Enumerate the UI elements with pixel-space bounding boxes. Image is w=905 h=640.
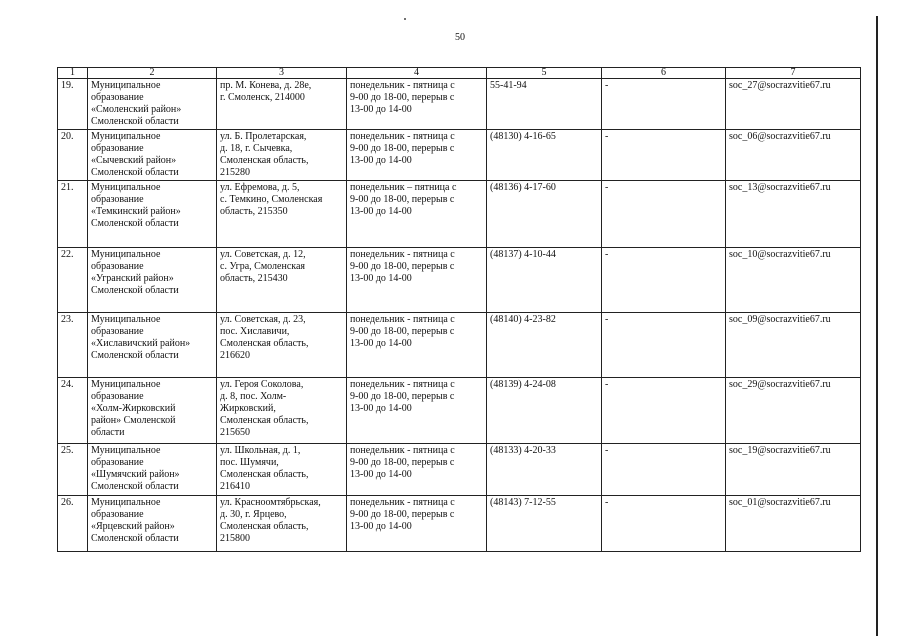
row-number: 20. — [58, 130, 88, 181]
working-hours: понедельник - пятница с 9-00 до 18-00, перерыв с 13-00 до 14-00 — [347, 130, 487, 181]
table-row — [58, 444, 861, 496]
page-edge-line — [876, 16, 878, 636]
scan-speck — [404, 18, 406, 20]
org-name: Муниципальное образование «Угранский район» Смоленской области — [88, 248, 217, 313]
col-header-5: 5 — [487, 68, 602, 79]
row-number: 21. — [58, 181, 88, 248]
address: ул. Ефремова, д. 5, с. Темкино, Смоленская область, 215350 — [217, 181, 347, 248]
phone: (48139) 4-24-08 — [487, 378, 602, 444]
org-name: Муниципальное образование «Хиславичский район» Смоленской области — [88, 313, 217, 378]
email-link[interactable]: soc_13@socrazvitie67.ru — [726, 181, 861, 248]
fax: - — [602, 313, 726, 378]
row-number: 22. — [58, 248, 88, 313]
org-name: Муниципальное образование «Ярцевский район» Смоленской области — [88, 496, 217, 552]
table-row — [58, 248, 861, 313]
phone: (48136) 4-17-60 — [487, 181, 602, 248]
offices-table — [57, 67, 861, 552]
table-row — [58, 79, 861, 130]
email-link[interactable]: soc_29@socrazvitie67.ru — [726, 378, 861, 444]
row-number: 24. — [58, 378, 88, 444]
phone: (48133) 4-20-33 — [487, 444, 602, 496]
col-header-3: 3 — [217, 68, 347, 79]
row-number: 26. — [58, 496, 88, 552]
email-link[interactable]: soc_27@socrazvitie67.ru — [726, 79, 861, 130]
fax: - — [602, 444, 726, 496]
working-hours: понедельник - пятница с 9-00 до 18-00, перерыв с 13-00 до 14-00 — [347, 79, 487, 130]
col-header-1: 1 — [58, 68, 88, 79]
col-header-7: 7 — [726, 68, 861, 79]
phone: (48130) 4-16-65 — [487, 130, 602, 181]
email-link[interactable]: soc_06@socrazvitie67.ru — [726, 130, 861, 181]
fax: - — [602, 248, 726, 313]
table-row — [58, 181, 861, 248]
email-link[interactable]: soc_09@socrazvitie67.ru — [726, 313, 861, 378]
address: ул. Школьная, д. 1, пос. Шумячи, Смоленская область, 216410 — [217, 444, 347, 496]
org-name: Муниципальное образование «Сычевский район» Смоленской области — [88, 130, 217, 181]
address: ул. Советская, д. 12, с. Угра, Смоленская область, 215430 — [217, 248, 347, 313]
org-name: Муниципальное образование «Холм-Жирковский район» Смоленской области — [88, 378, 217, 444]
phone: 55-41-94 — [487, 79, 602, 130]
email-link[interactable]: soc_19@socrazvitie67.ru — [726, 444, 861, 496]
col-header-6: 6 — [602, 68, 726, 79]
col-header-2: 2 — [88, 68, 217, 79]
table-row — [58, 378, 861, 444]
phone: (48137) 4-10-44 — [487, 248, 602, 313]
email-link[interactable]: soc_01@socrazvitie67.ru — [726, 496, 861, 552]
org-name: Муниципальное образование «Шумячский район» Смоленской области — [88, 444, 217, 496]
col-header-4: 4 — [347, 68, 487, 79]
phone: (48140) 4-23-82 — [487, 313, 602, 378]
working-hours: понедельник - пятница с 9-00 до 18-00, перерыв с 13-00 до 14-00 — [347, 444, 487, 496]
fax: - — [602, 79, 726, 130]
email-link[interactable]: soc_10@socrazvitie67.ru — [726, 248, 861, 313]
working-hours: понедельник – пятница с 9-00 до 18-00, перерыв с 13-00 до 14-00 — [347, 181, 487, 248]
row-number: 19. — [58, 79, 88, 130]
org-name: Муниципальное образование «Темкинский район» Смоленской области — [88, 181, 217, 248]
working-hours: понедельник - пятница с 9-00 до 18-00, перерыв с 13-00 до 14-00 — [347, 313, 487, 378]
address: ул. Красноомтябрьская, д. 30, г. Ярцево, Смоленская область, 215800 — [217, 496, 347, 552]
address: ул. Б. Пролетарская, д. 18, г. Сычевка, Смоленская область, 215280 — [217, 130, 347, 181]
fax: - — [602, 130, 726, 181]
working-hours: понедельник - пятница с 9-00 до 18-00, перерыв с 13-00 до 14-00 — [347, 378, 487, 444]
table-row — [58, 496, 861, 552]
fax: - — [602, 378, 726, 444]
address: ул. Героя Соколова, д. 8, пос. Холм- Жирковский, Смоленская область, 215650 — [217, 378, 347, 444]
row-number: 23. — [58, 313, 88, 378]
phone: (48143) 7-12-55 — [487, 496, 602, 552]
org-name: Муниципальное образование «Смоленский район» Смоленской области — [88, 79, 217, 130]
fax: - — [602, 181, 726, 248]
page-number: 50 — [455, 32, 465, 43]
row-number: 25. — [58, 444, 88, 496]
address: ул. Советская, д. 23, пос. Хиславичи, Смоленская область, 216620 — [217, 313, 347, 378]
address: пр. М. Конева, д. 28е, г. Смоленск, 214000 — [217, 79, 347, 130]
working-hours: понедельник - пятница с 9-00 до 18-00, перерыв с 13-00 до 14-00 — [347, 496, 487, 552]
fax: - — [602, 496, 726, 552]
header-row — [58, 68, 861, 79]
table-row — [58, 130, 861, 181]
table-row — [58, 313, 861, 378]
working-hours: понедельник - пятница с 9-00 до 18-00, перерыв с 13-00 до 14-00 — [347, 248, 487, 313]
